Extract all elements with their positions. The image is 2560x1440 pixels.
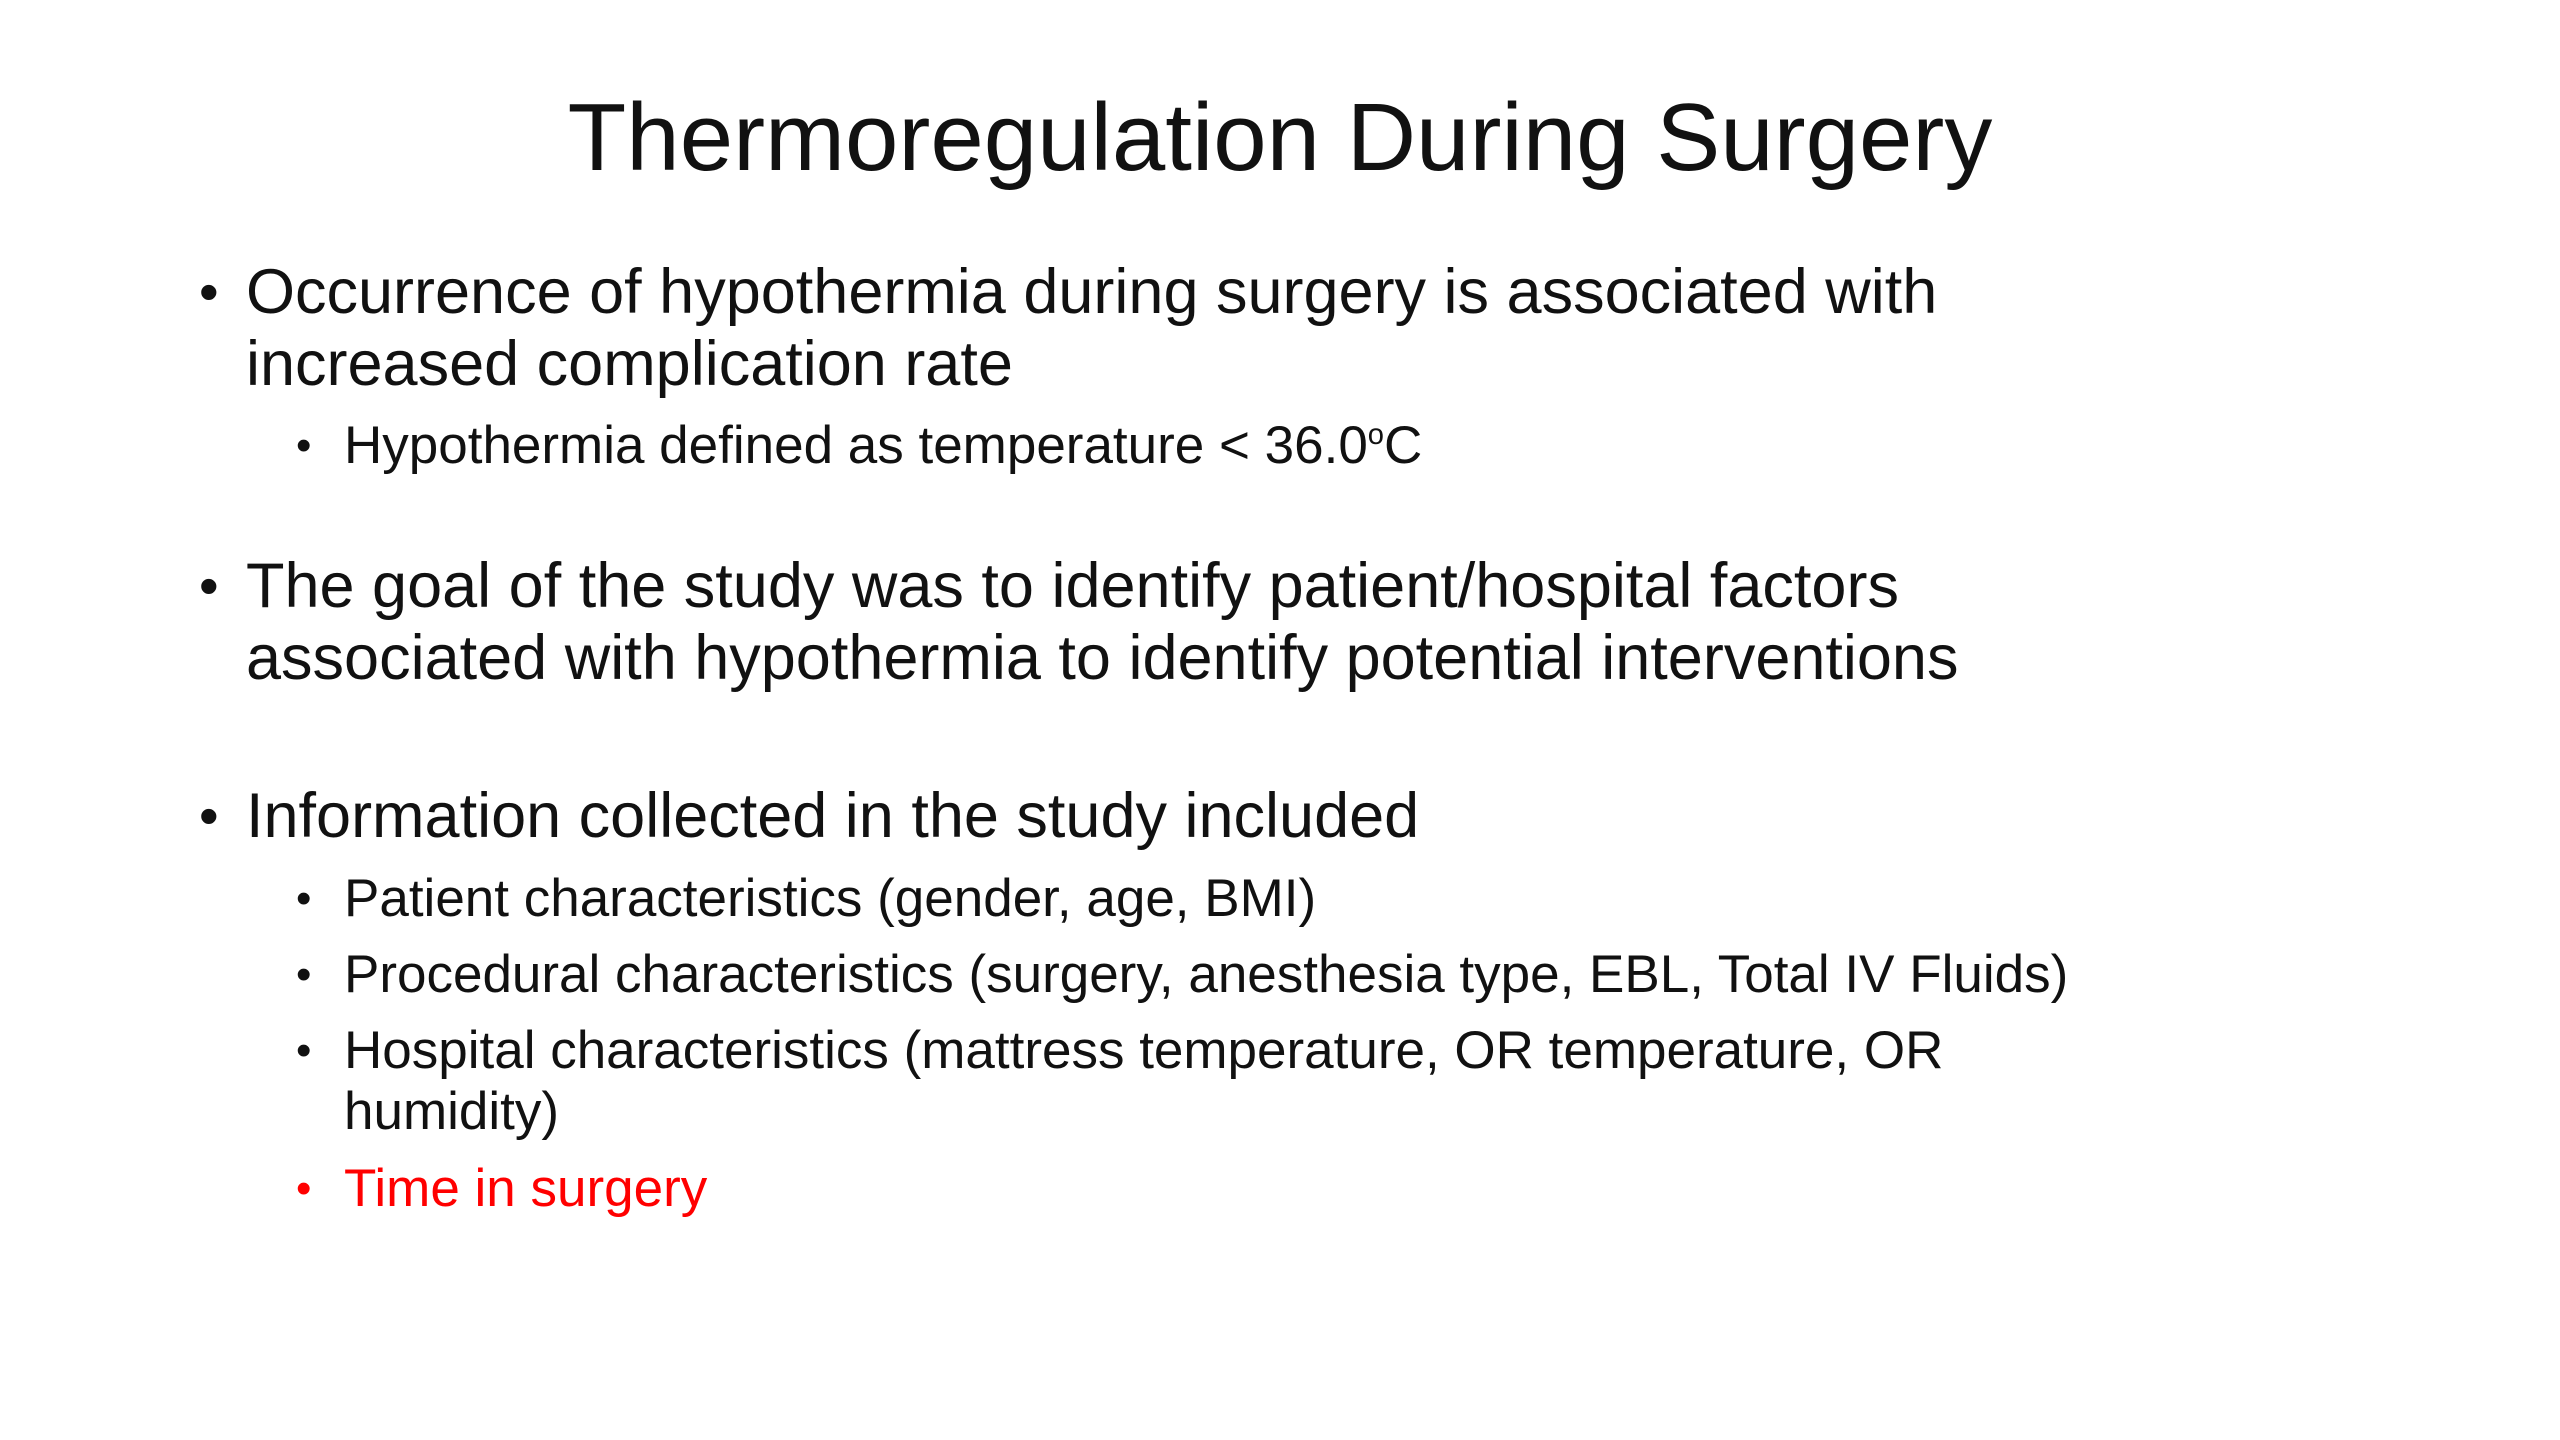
bullet-line: Information collected in the study included: [246, 781, 1420, 851]
sub-bullet-line: Hospital characteristics (mattress temperature, OR temperature, OR: [344, 1021, 1944, 1080]
bullet-study-goal: [199, 550, 2246, 694]
bullet-dot: •: [296, 421, 312, 470]
bullet-line: The goal of the study was to identify patient/hospital factors: [246, 551, 1899, 621]
sub-bullet-line: humidity): [344, 1082, 560, 1141]
sub-bullet-time-in-surgery: [296, 1158, 2244, 1219]
sub-bullet-text: Hypothermia defined as temperature < 36.0: [344, 416, 1368, 475]
bullet-dot: •: [199, 784, 219, 847]
bullet-dot: •: [296, 1164, 312, 1213]
bullet-dot: •: [296, 874, 312, 923]
sub-bullet-hypothermia-definition: [296, 415, 2244, 476]
degree-superscript: o: [1367, 419, 1385, 452]
slide-title: Thermoregulation During Surgery: [567, 84, 1993, 191]
bullet-line: Occurrence of hypothermia during surgery is associated with: [246, 257, 1938, 327]
bullet-dot: •: [199, 260, 219, 323]
bullet-hypothermia-complications: [199, 256, 2246, 400]
sub-bullet-patient-characteristics: [296, 868, 2244, 929]
sub-bullet-text: Patient characteristics (gender, age, BMI): [344, 869, 1317, 928]
sub-bullet-text: Procedural characteristics (surgery, anesthesia type, EBL, Total IV Fluids): [344, 945, 2069, 1004]
sub-bullet-hospital-characteristics: [296, 1020, 2244, 1142]
sub-bullet-text: Time in surgery: [344, 1159, 708, 1218]
bullet-dot: •: [199, 554, 219, 617]
bullet-line: increased complication rate: [246, 329, 1013, 399]
bullet-information-collected: [199, 780, 2246, 852]
bullet-dot: •: [296, 950, 312, 999]
bullet-line: associated with hypothermia to identify potential interventions: [246, 623, 1959, 693]
sub-bullet-procedural-characteristics: [296, 944, 2244, 1005]
bullet-dot: •: [296, 1026, 312, 1075]
sub-bullet-unit: C: [1384, 416, 1423, 475]
